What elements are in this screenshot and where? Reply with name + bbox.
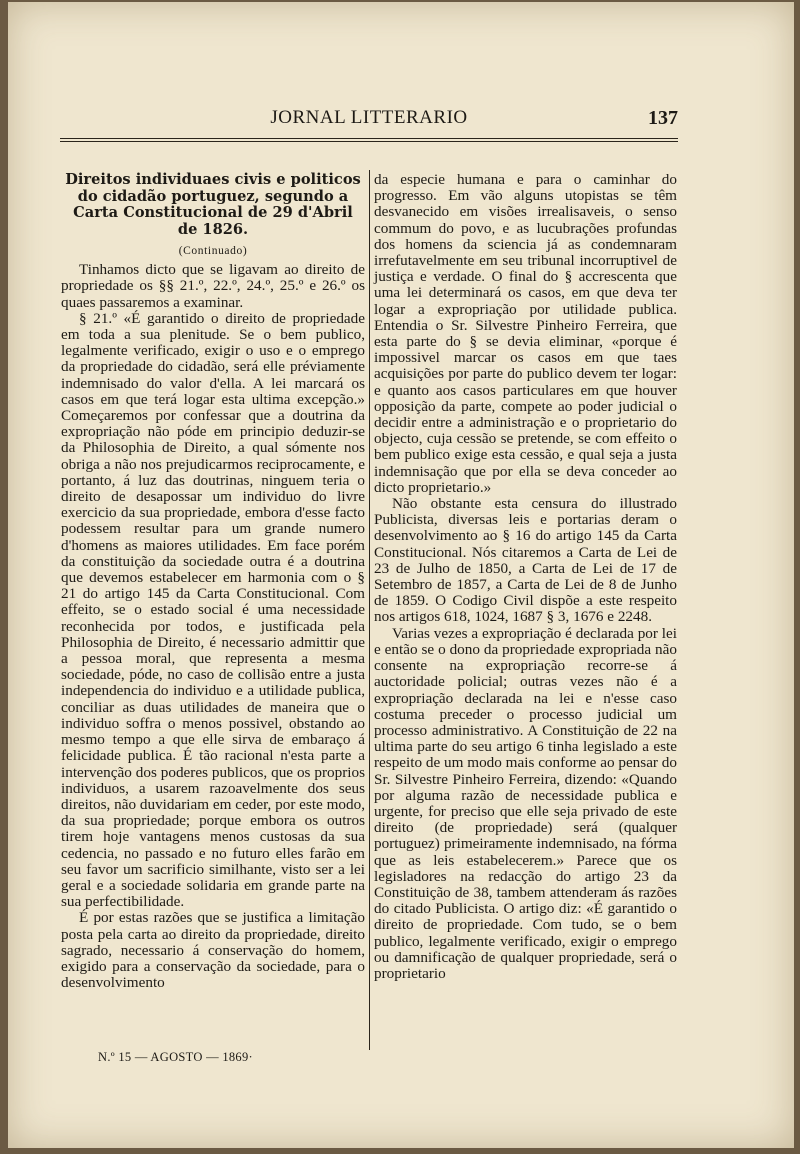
right-column	[374, 172, 677, 982]
issue-footer: N.º 15 — AGOSTO — 1869·	[98, 1050, 253, 1064]
paragraph: Não obstante esta censura do illustrado Publicista, diversas leis e portarias deram o desenvolvimento ao § 16 do artigo 145 da Carta Constitucional. Nós citaremos a Carta de Lei de 23 de Julho de 1850, a Carta de Lei de 17 de Setembro de 1857, a Carta de Lei de 8 de Junho de 1859. O Codigo Civil dispõe a este respeito nos artigos 618, 1024, 1687 § 3, 1676 e 2248.	[374, 495, 677, 626]
paragraph: Varias vezes a expropriação é declarada por lei e então se o dono da propriedade expropriada não consente na expropriação recorre-se á auctoridade policial; outras vezes não é a expropriação declarada na lei e n'esse caso costuma preceder o processo judicial um processo administrativo. A Constituição de 22 na ultima parte do seu artigo 6 tinha legislado a este respeito de um modo mais conforme ao pensar do Sr. Silvestre Pinheiro Ferreira, dizendo: «Quando por alguma razão de necessidade publica e urgente, for preciso que elle seja privado de este direito (de propriedade) será (qualquer portuguez) primeiramente indemnisado, na fórma que as leis estabelecerem.» Parece que os legisladores na redacção do artigo 23 da Constituição de 38, tambem attenderam ás razões do citado Publicista. O artigo diz: «É garantido o direito de propriedade. Com tudo, se o bem publico, legalmente verificado, exigir o emprego ou damnificação de qualquer propriedade, será o proprietario	[374, 624, 677, 982]
column-divider	[369, 170, 370, 1050]
header-rule	[60, 138, 678, 142]
article-subtitle: (Continuado)	[178, 245, 248, 257]
paragraph: da especie humana e para o caminhar do progresso. Em vão alguns utopistas se têm desvanecido em visões irrealisaveis, o senso commum do povo, e as lucubrações profundas dos homens da sciencia já as condemnaram irrefutavelmente em seu tribunal incorruptivel de justiça e verdade. O final do § accrescenta que uma lei determinará os casos, em que deva ter logar a expropriação por utilidade publica. Entendia o Sr. Silvestre Pinheiro Ferreira, que esta parte do § se devia eliminar, «porque é impossivel marcar os casos em que taes acquisições por parte do publico devem ter logar: e quanto aos casos particulares em que houver opposição da parte, compete ao poder judicial o decidir entre a administração e o proprietario do objecto, cuja cessão se pretende, se com effeito o bem publico exige esta cessão, e qual seja a justa indemnisação que por ella se deva conceder ao dicto proprietario.»	[374, 171, 677, 496]
article-title: Direitos individuaes civis e politicos do cidadão portuguez, segundo a Carta Constitucional de 29 d'Abril de 1826.	[65, 171, 361, 238]
paragraph: § 21.º «É garantido o direito de propriedade em toda a sua plenitude. Se o bem publico, legalmente verificado, exigir o uso e o emprego da propriedade do cidadão, será elle préviamente indemnisado do valor d'ella. A lei marcará os casos em que terá logar esta ultima excepção.» Começaremos por confessar que a doutrina da expropriação não póde em principio deduzir-se da Philosophia de Direito, a qual sómente nos obriga a não nos prejudicarmos reciprocamente, e portanto, á luz das doutrinas, ninguem teria o direito de desapossar um individuo do livre exercicio da sua propriedade, embora d'esse facto podessem resultar para um grande numero d'homens as maiores utilidades. Em face porém da constituição da sociedade outra é a doutrina que devemos estabelecer em harmonia com o § 21 do artigo 145 da Carta Constitucional. Com effeito, se o estado social é uma necessidade reconhecida por todos, e justificada pela Philosophia de Direito, é necessario admittir que a pessoa moral, que representa a mesma sociedade, póde, no caso de collisão entre a justa independencia do individuo e a utilidade publica, conciliar as duas utilidades de maneira que o individuo soffra o menos possivel, obstando ao mesmo tempo a que elle sirva de embaraço á felicidade publica. É tão racional n'esta parte a intervenção dos poderes publicos, que os proprios individuos, a usarem razoavelmente dos seus direitos, não duvidariam em ceder, por este modo, da sua propriedade; porque embora os outros tirem hoje vantagens menos custosas da sua cedencia, no passado e no futuro elles farão em seu favor um sacrificio similhante, visto ser a lei geral e a sociedade solidaria em grande parte na sua perfectibilidade.	[61, 309, 365, 911]
running-head	[60, 107, 678, 135]
paragraph: Tinhamos dicto que se ligavam ao direito de propriedade os §§ 21.º, 22.º, 24.º, 25.º e 26.º os quaes passaremos a examinar.	[61, 261, 365, 311]
journal-title: JORNAL LITTERARIO	[270, 107, 468, 128]
page-number: 137	[648, 107, 678, 129]
page-sheet	[8, 2, 794, 1148]
paragraph: É por estas razões que se justifica a limitação posta pela carta ao direito da propriedade, direito sagrado, necessario á conservação do homem, exigido para a conservação da sociedade, para o desenvolvimento	[61, 909, 365, 992]
left-column	[61, 172, 365, 991]
